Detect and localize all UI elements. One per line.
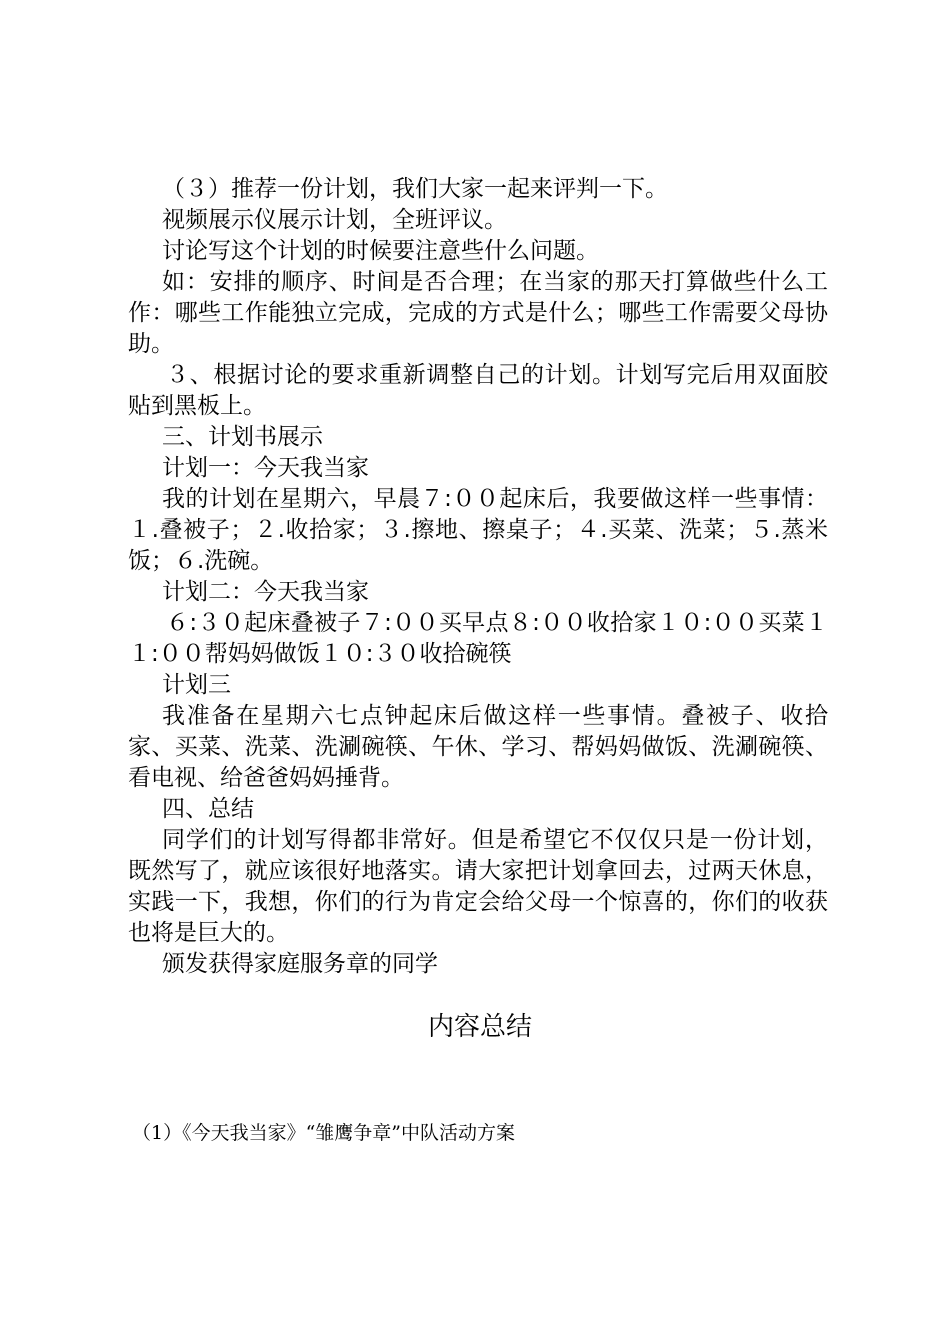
summary-item: （1）《今天我当家》“雏鹰争章”中队活动方案 [132, 1122, 516, 1144]
plan-two-body: ６:３０起床叠被子７:００买早点８:００收拾家１０:００买菜１１:００帮妈妈做饭１０:３０收拾碗筷 [128, 610, 828, 667]
plan-one-body: 我的计划在星期六，早晨７:００起床后，我要做这样一些事情：１.叠被子；２.收拾家；３.擦地、擦桌子；４.买菜、洗菜；５.蒸米饭；６.洗碗。 [128, 486, 828, 574]
paragraph-adjust-plan: ３、根据讨论的要求重新调整自己的计划。计划写完后用双面胶贴到黑板上。 [128, 362, 828, 419]
paragraph-discussion: 讨论写这个计划的时候要注意些什么问题。 [162, 238, 599, 264]
plan-three-body: 我准备在星期六七点钟起床后做这样一些事情。叠被子、收拾家、买菜、洗菜、洗涮碗筷、午休、学习、帮妈妈做饭、洗涮碗筷、看电视、给爸爸妈妈捶背。 [128, 703, 828, 791]
paragraph-video-display: 视频展示仪展示计划，全班评议。 [162, 207, 507, 233]
content-summary-title: 内容总结 [427, 1012, 532, 1042]
plan-two-title: 计划二：今天我当家 [162, 579, 369, 605]
paragraph-recommend-plan: （３）推荐一份计划，我们大家一起来评判一下。 [162, 176, 668, 202]
summary-body: 同学们的计划写得都非常好。但是希望它不仅仅只是一份计划，既然写了，就应该很好地落实。请大家把计划拿回去，过两天休息，实践一下，我想，你们的行为肯定会给父母一个惊喜的，你们的收获也将是巨大的。 [128, 827, 828, 946]
section-heading-summary: 四、总结 [162, 796, 254, 822]
plan-three-title: 计划三 [162, 672, 231, 698]
paragraph-example-questions: 如：安排的顺序、时间是否合理；在当家的那天打算做些什么工作：哪些工作能独立完成，完成的方式是什么；哪些工作需要父母协助。 [128, 269, 828, 357]
award-line: 颁发获得家庭服务章的同学 [162, 951, 438, 977]
section-heading-plan-display: 三、计划书展示 [162, 424, 323, 450]
plan-one-title: 计划一：今天我当家 [162, 455, 369, 481]
document-body [128, 174, 828, 980]
